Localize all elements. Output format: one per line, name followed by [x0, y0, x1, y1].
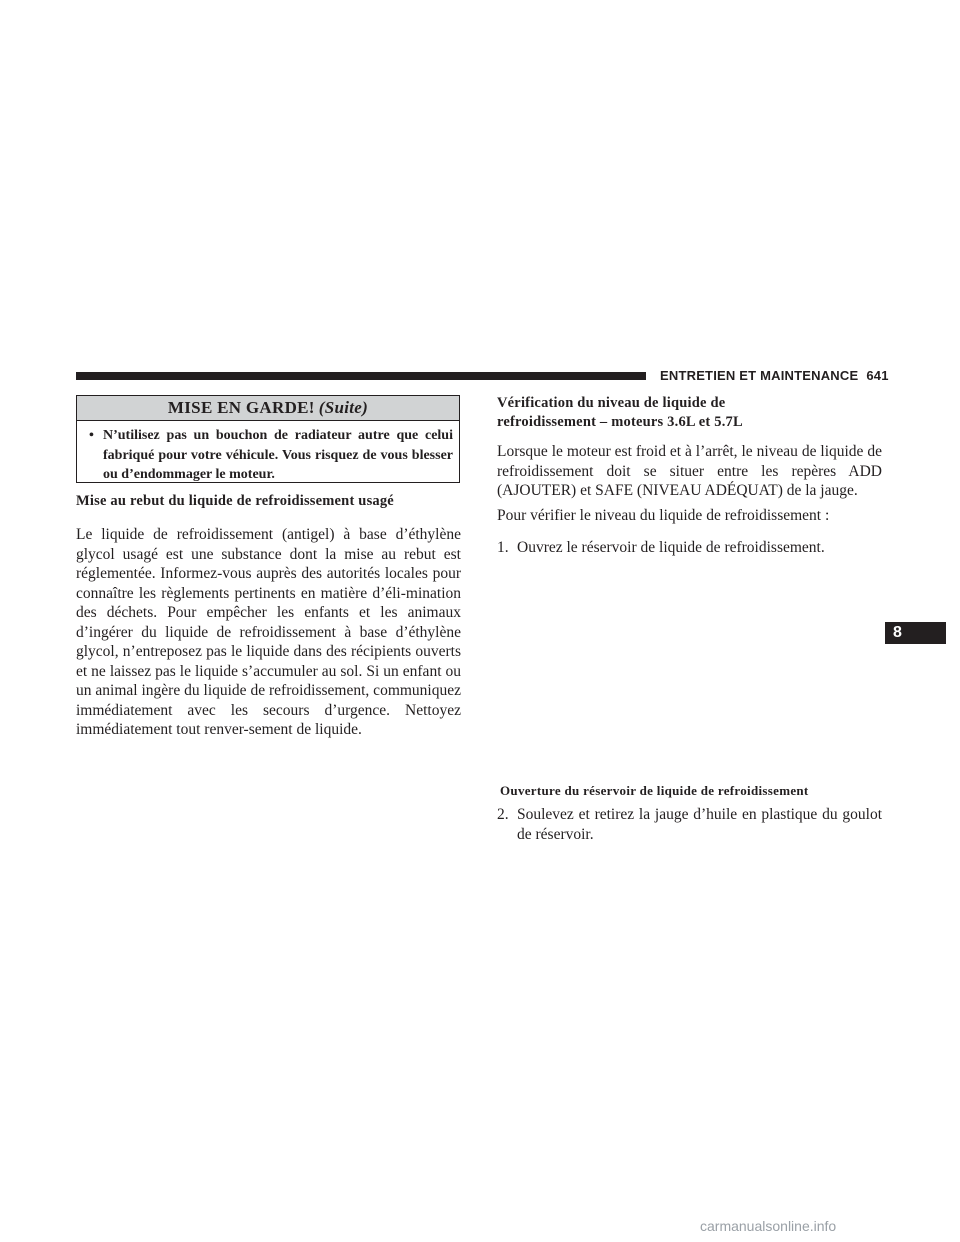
warning-text: N’utilisez pas un bouchon de radiateur autre que celui fabriqué pour votre véhicule. Vous risquez de vous blesser ou d’endommager le moteur. [103, 428, 453, 482]
warning-title: MISE EN GARDE! [167, 398, 315, 417]
header-rule [76, 372, 646, 380]
chapter-tab: 8 [885, 622, 946, 644]
disposal-heading: Mise au rebut du liquide de refroidissement usagé [76, 493, 394, 509]
coolant-check-heading-line1: Vérification du niveau de liquide de [497, 395, 726, 411]
warning-title-suffix: (Suite) [318, 398, 369, 417]
coolant-check-intro: Pour vérifier le niveau du liquide de refroidissement : [497, 507, 830, 524]
coolant-check-heading-line2: refroidissement – moteurs 3.6L et 5.7L [497, 414, 743, 430]
section-title: ENTRETIEN ET MAINTENANCE [660, 368, 859, 383]
step-1 [497, 538, 882, 558]
step-1-text: Ouvrez le réservoir de liquide de refroidissement. [517, 539, 825, 556]
running-header [660, 368, 889, 383]
page-number: 641 [866, 368, 889, 383]
warning-box [76, 395, 460, 483]
disposal-paragraph: Le liquide de refroidissement (antigel) à base d’éthylène glycol usagé est une substance dont la mise au rebut est réglementée. Informez-vous auprès des autorités locales pour connaître les règlements pertinents en matière d’éli-mination des déchets. Pour empêcher les enfants et les animaux d’ingérer du liquide de refroidissement à base d’éthylène glycol, n’entreposez pas le liquide dans des récipients ouverts et ne laissez pas le liquide s’accumuler au sol. Si un enfant ou un animal ingère du liquide de refroidissement, communiquez immédiatement avec les secours d’urgence. Nettoyez immédiatement tout renver-sement de liquide. [76, 526, 461, 738]
coolant-check-heading [497, 394, 887, 432]
bullet-icon: • [89, 428, 94, 443]
warning-header [77, 396, 459, 421]
step-2 [497, 805, 882, 844]
warning-body [77, 421, 459, 485]
step-2-text: Soulevez et retirez la jauge d’huile en plastique du goulot de réservoir. [517, 806, 882, 843]
coolant-level-paragraph: Lorsque le moteur est froid et à l’arrêt, le niveau de liquide de refroidissement doit se situer entre les repères ADD (AJOUTER) et SAFE (NIVEAU ADÉQUAT) de la jauge. [497, 443, 882, 499]
figure-caption: Ouverture du réservoir de liquide de refroidissement [500, 783, 809, 798]
step-1-number: 1. [497, 539, 509, 556]
watermark: carmanualsonline.info [700, 1218, 837, 1234]
step-2-number: 2. [497, 806, 509, 823]
